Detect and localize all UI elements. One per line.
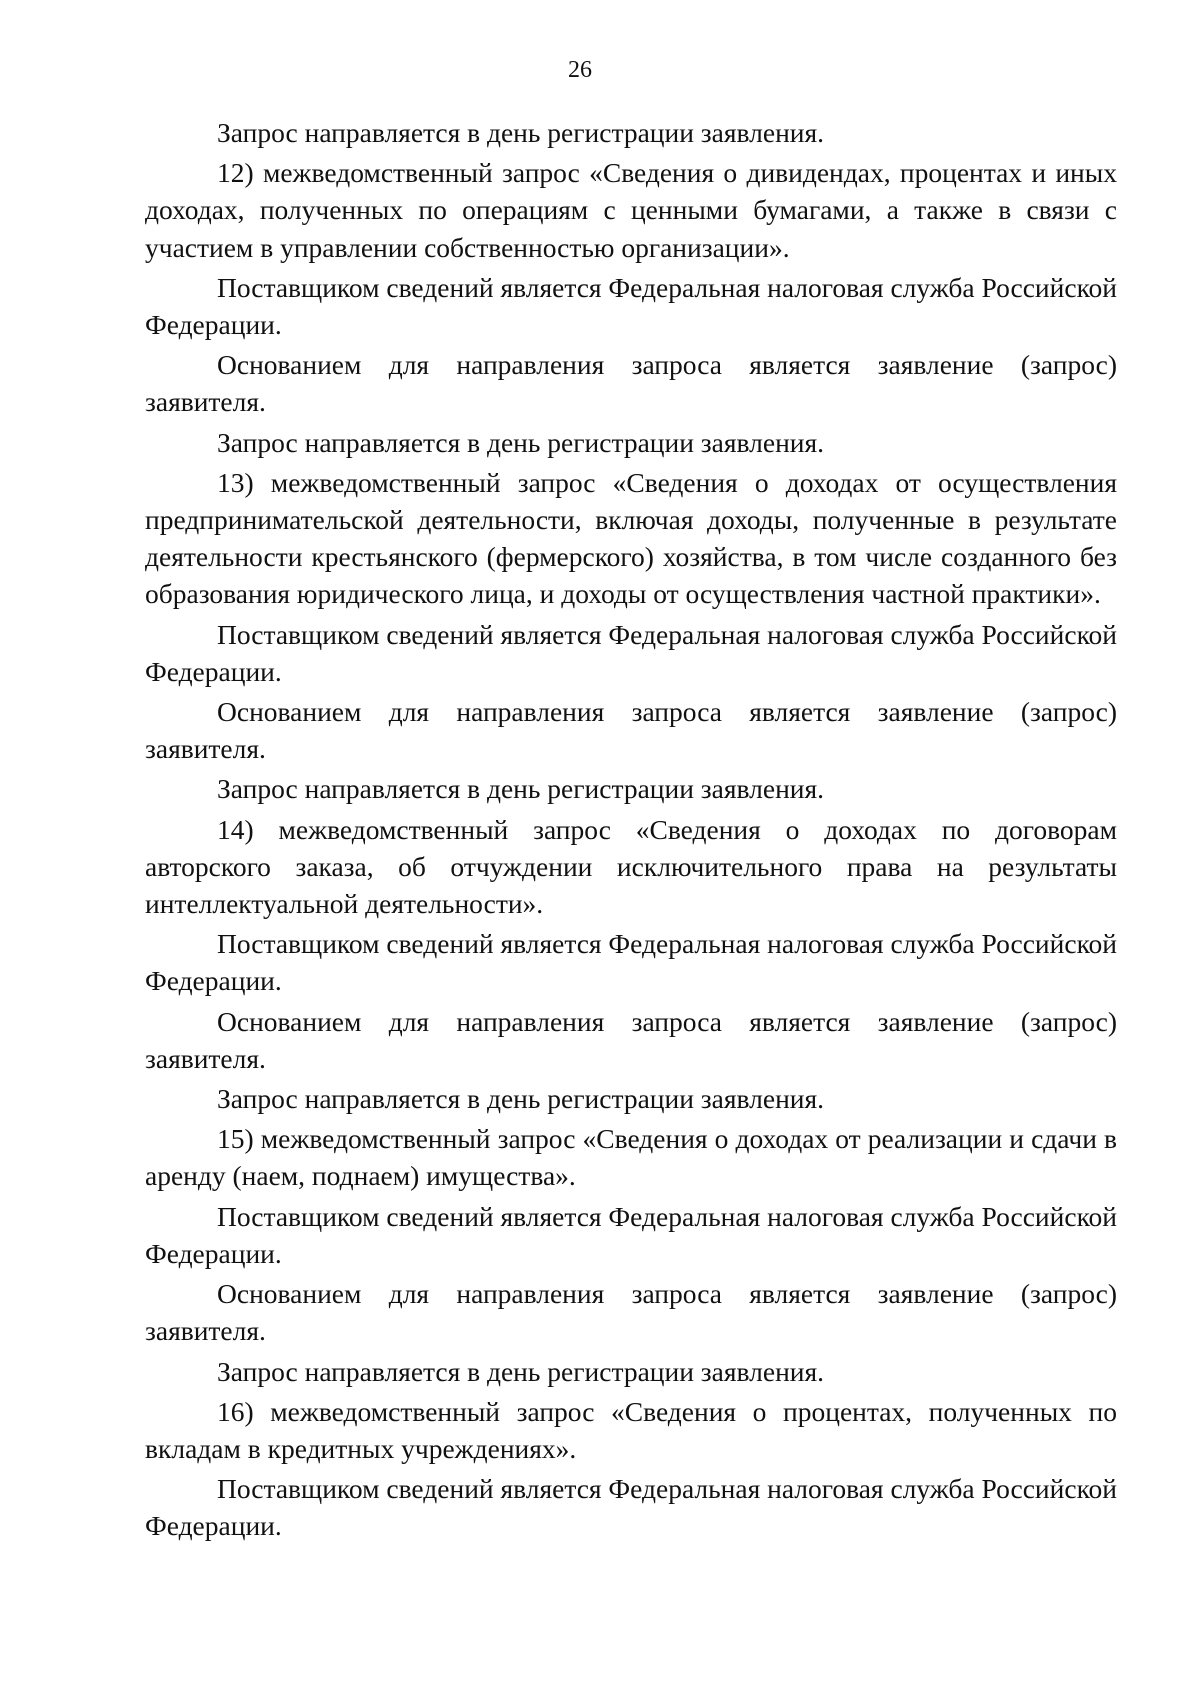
- paragraph: 15) межведомственный запрос «Сведения о доходах от реализации и сдачи в аренду (наем, поднаем) имущества».: [145, 1123, 1117, 1192]
- paragraph: Запрос направляется в день регистрации заявления.: [217, 117, 825, 148]
- paragraph: Запрос направляется в день регистрации заявления.: [217, 1083, 825, 1115]
- document-body: [145, 114, 1117, 1548]
- paragraph: Основанием для направления запроса является заявление (запрос) заявителя.: [145, 1278, 1117, 1347]
- paragraph: Поставщиком сведений является Федеральная налоговая служба Российской Федерации.: [145, 1200, 1117, 1269]
- paragraph: Основанием для направления запроса является заявление (запрос) заявителя.: [145, 696, 1117, 765]
- paragraph: Запрос направляется в день регистрации заявления.: [217, 426, 825, 458]
- paragraph: Основанием для направления запроса является заявление (запрос) заявителя.: [145, 349, 1117, 418]
- paragraph: Поставщиком сведений является Федеральная налоговая служба Российской Федерации.: [145, 271, 1117, 341]
- paragraph: 12) межведомственный запрос «Сведения о дивидендах, процентах и иных доходах, полученных по операциям с ценными бумагами, а также в связи с участием в управлении собственностью организации».: [145, 157, 1117, 263]
- paragraph: Поставщиком сведений является Федеральная налоговая служба Российской Федерации.: [145, 618, 1117, 687]
- paragraph: Поставщиком сведений является Федеральная налоговая служба Российской Федерации.: [145, 1473, 1117, 1542]
- paragraph: Основанием для направления запроса является заявление (запрос) заявителя.: [145, 1005, 1117, 1074]
- paragraph: 14) межведомственный запрос «Сведения о доходах по договорам авторского заказа, об отчуждении исключительного права на результаты интеллектуальной деятельности».: [145, 813, 1117, 920]
- paragraph: Запрос направляется в день регистрации заявления.: [217, 1355, 825, 1387]
- page-number: 26: [568, 57, 592, 83]
- paragraph: Запрос направляется в день регистрации заявления.: [217, 773, 825, 805]
- paragraph: 16) межведомственный запрос «Сведения о процентах, полученных по вкладам в кредитных учреждениях».: [145, 1395, 1117, 1464]
- paragraph: 13) межведомственный запрос «Сведения о доходах от осуществления предпринимательской деятельности, включая доходы, полученные в результате деятельности крестьянского (фермерского) хозяйства, в том числе созданного без образования юридического лица, и доходы от осуществления частной практики».: [145, 466, 1117, 610]
- paragraph: Поставщиком сведений является Федеральная налоговая служба Российской Федерации.: [145, 928, 1117, 997]
